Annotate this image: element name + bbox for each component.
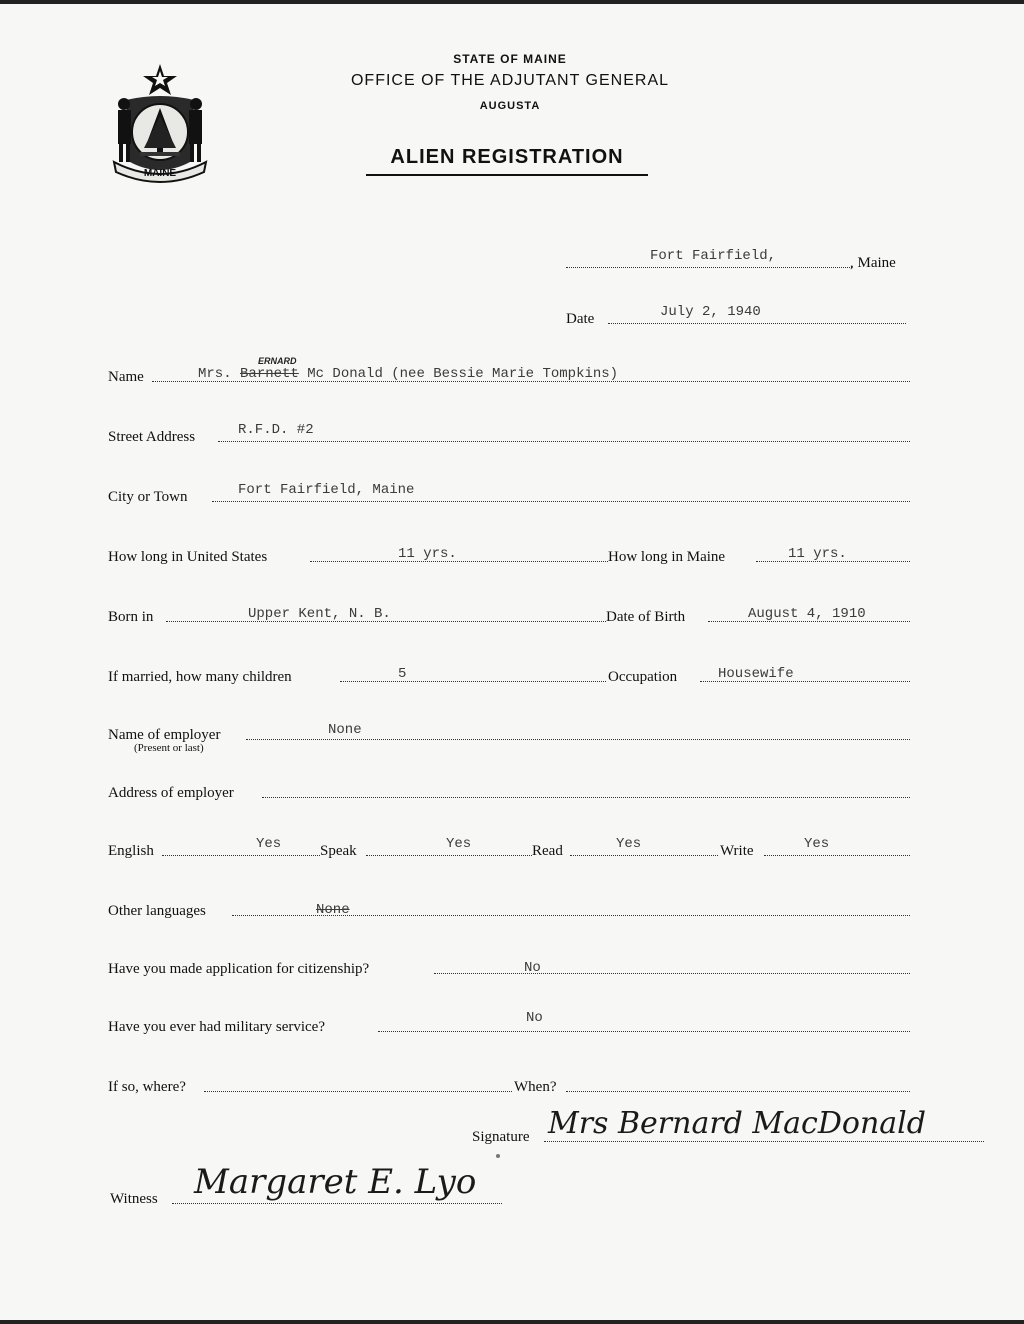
if-so-where-dotted-line (204, 1091, 512, 1092)
name-value[interactable] (198, 366, 618, 382)
service-details-row (108, 1068, 910, 1098)
place-dotted-line (566, 267, 852, 268)
other-languages-value[interactable]: None (316, 902, 350, 918)
write-value[interactable]: Yes (804, 836, 830, 852)
city-or-town-value[interactable]: Fort Fairfield, Maine (238, 482, 415, 498)
city-or-town-row (108, 478, 910, 508)
top-border (0, 0, 1024, 4)
if-so-where-label: If so, where? (108, 1079, 186, 1095)
family-occupation-row (108, 658, 910, 688)
street-address-value[interactable]: R.F.D. #2 (238, 422, 314, 438)
seal-banner-text: MAINE (143, 168, 177, 179)
military-row (108, 1008, 910, 1038)
how-long-maine-label: How long in Maine (608, 549, 726, 565)
place-suffix-label: , Maine (850, 255, 896, 271)
when-label: When? (514, 1079, 557, 1095)
name-rest: Mc Donald (nee Bessie Marie Tompkins) (298, 366, 619, 382)
read-dotted-line (570, 855, 718, 856)
born-in-label: Born in (108, 609, 154, 625)
military-label: Have you ever had military service? (108, 1019, 325, 1035)
citizenship-row (108, 950, 910, 980)
name-label: Name (108, 369, 144, 385)
name-correction-annotation: ERNARD (258, 356, 297, 366)
speak-value[interactable]: Yes (446, 836, 472, 852)
english-label: English (108, 843, 154, 859)
name-row (108, 358, 910, 388)
employer-name-sublabel: (Present or last) (134, 742, 204, 754)
citizenship-dotted-line (434, 973, 910, 974)
date-dotted-line (608, 323, 906, 324)
name-prefix: Mrs. (198, 366, 241, 382)
street-address-row (108, 418, 910, 448)
how-long-us-value[interactable]: 11 yrs. (398, 546, 457, 562)
how-long-us-label: How long in United States (108, 549, 268, 565)
residence-duration-row (108, 538, 910, 568)
born-in-value[interactable]: Upper Kent, N. B. (248, 606, 391, 622)
witness-dotted-line (172, 1203, 502, 1204)
date-value[interactable]: July 2, 1940 (660, 304, 761, 320)
bottom-border (0, 1320, 1024, 1324)
employer-address-row (108, 774, 910, 804)
header-city: AUGUSTA (479, 100, 541, 112)
employer-address-dotted-line (262, 797, 910, 798)
citizenship-label: Have you made application for citizenship? (108, 961, 370, 977)
speak-dotted-line (366, 855, 532, 856)
write-dotted-line (764, 855, 910, 856)
header-office: OFFICE OF THE ADJUTANT GENERAL (350, 72, 670, 89)
signature-row (472, 1106, 1012, 1148)
state-seal-icon (106, 62, 214, 187)
employer-name-label: Name of employer (108, 727, 221, 743)
ink-speck (496, 1154, 500, 1158)
city-or-town-label: City or Town (108, 489, 188, 505)
english-value[interactable]: Yes (256, 836, 282, 852)
name-struck-text: Barnett (240, 366, 299, 382)
signature-value[interactable]: Mrs Bernard MacDonald (548, 1106, 926, 1141)
children-dotted-line (340, 681, 606, 682)
military-dotted-line (378, 1031, 910, 1032)
date-of-birth-label: Date of Birth (606, 609, 686, 625)
street-address-label: Street Address (108, 429, 196, 445)
date-row (566, 300, 910, 330)
how-long-maine-value[interactable]: 11 yrs. (788, 546, 847, 562)
birth-row (108, 598, 910, 628)
occupation-label: Occupation (608, 669, 678, 685)
city-or-town-dotted-line (212, 501, 910, 502)
how-long-us-dotted-line (310, 561, 608, 562)
read-value[interactable]: Yes (616, 836, 642, 852)
date-label: Date (566, 311, 595, 327)
employer-name-row (108, 716, 910, 754)
employer-address-label: Address of employer (108, 785, 234, 801)
read-label: Read (532, 843, 563, 859)
street-address-dotted-line (218, 441, 910, 442)
other-languages-label: Other languages (108, 903, 206, 919)
children-value[interactable]: 5 (398, 666, 407, 682)
witness-row (110, 1162, 510, 1210)
signature-dotted-line (544, 1141, 984, 1142)
employer-name-value[interactable]: None (328, 722, 362, 738)
employer-name-dotted-line (246, 739, 910, 740)
page-title: ALIEN REGISTRATION (366, 146, 648, 176)
english-dotted-line (162, 855, 320, 856)
citizenship-value[interactable]: No (524, 960, 541, 976)
place-row (566, 244, 910, 274)
header-state: STATE OF MAINE (453, 52, 567, 66)
children-label: If married, how many children (108, 669, 292, 685)
other-languages-row (108, 892, 910, 922)
speak-label: Speak (320, 843, 357, 859)
witness-label: Witness (110, 1191, 158, 1207)
signature-label: Signature (472, 1129, 530, 1145)
occupation-value[interactable]: Housewife (718, 666, 794, 682)
date-of-birth-value[interactable]: August 4, 1910 (748, 606, 866, 622)
military-value[interactable]: No (526, 1010, 543, 1026)
write-label: Write (720, 843, 754, 859)
place-value[interactable]: Fort Fairfield, (650, 248, 777, 264)
when-dotted-line (566, 1091, 910, 1092)
witness-value[interactable]: Margaret E. Lyo (194, 1162, 477, 1202)
language-skills-row (108, 832, 910, 862)
